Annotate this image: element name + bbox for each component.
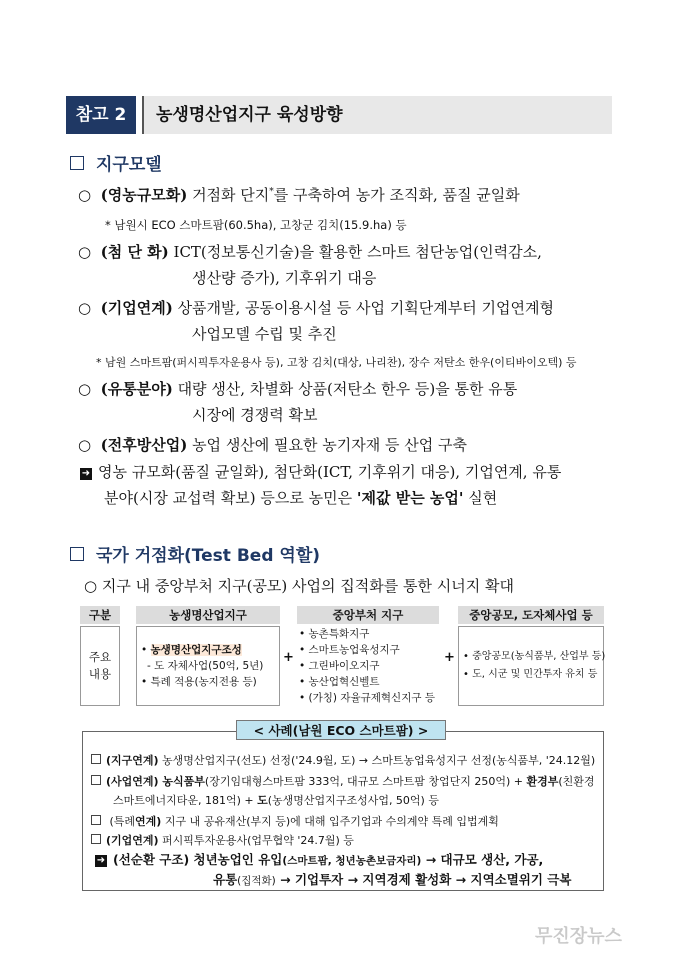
list-item: • 도, 시군 및 민간투자 유치 등 bbox=[463, 669, 598, 680]
list-item-text: 중앙공모(농식품부, 산업부 등) bbox=[472, 651, 606, 662]
item-key: (기업연계) bbox=[100, 299, 173, 317]
item-business-link-cont: 사업모델 수립 및 추진 bbox=[192, 325, 337, 343]
item-distribution-cont: 시장에 경쟁력 확보 bbox=[192, 406, 318, 424]
case-line bbox=[91, 832, 354, 848]
watermark-logo: 무진장뉴스 bbox=[535, 926, 622, 947]
case-title: < 사례(남원 ECO 스마트팜) > bbox=[236, 720, 446, 740]
arrow-right-icon: ➜ bbox=[81, 468, 91, 479]
list-item: • 농촌특화지구 bbox=[299, 628, 370, 640]
square-bullet-icon bbox=[70, 547, 84, 561]
list-item-text: 도, 시군 및 민간투자 유치 등 bbox=[472, 669, 598, 680]
list-item: • 스마트농업육성지구 bbox=[299, 644, 400, 656]
list-item-text: 스마트농업육성지구 bbox=[308, 644, 400, 656]
case-key: (기업연계) bbox=[106, 834, 159, 847]
case-bold: 환경부 bbox=[526, 775, 559, 788]
item-text: 거점화 단지 bbox=[187, 186, 270, 204]
case-line bbox=[91, 813, 499, 829]
reference-header bbox=[66, 96, 612, 134]
square-bullet-icon bbox=[70, 156, 84, 170]
table-header-public-offering: 중앙공모, 도자체사업 등 bbox=[458, 606, 604, 624]
case-key: (지구연계) bbox=[106, 754, 159, 767]
section2-title: 국가 거점화(Test Bed 역할) bbox=[96, 546, 321, 566]
circle-bullet-icon: ○ bbox=[78, 299, 92, 317]
item-text: 대량 생산, 차별화 상품(저탄소 한우 등)을 통한 유통 bbox=[172, 380, 518, 398]
case-text: (친환경 bbox=[558, 775, 595, 788]
case-key: 연계) bbox=[135, 815, 162, 828]
table-cell-public-offering bbox=[458, 626, 604, 706]
case-text: (특례 bbox=[106, 815, 136, 828]
summary-text: 영농 규모화(품질 균일화), 첨단화(ICT, 기후위기 대응), 기업연계, 유통 bbox=[98, 463, 562, 481]
section2-line bbox=[84, 575, 514, 596]
list-item-text: 농촌특화지구 bbox=[308, 628, 370, 640]
case-text: (집적화) bbox=[237, 875, 276, 887]
case-line bbox=[91, 752, 595, 768]
item-high-tech bbox=[78, 241, 542, 262]
case-text: (장기임대형스마트팜 333억, 대규모 스마트팜 창업단지 250억) + bbox=[204, 775, 527, 788]
table-cell-industrial-zone bbox=[136, 626, 280, 706]
table-header-category: 구분 bbox=[80, 606, 120, 624]
reference-tag: 참고 2 bbox=[66, 96, 136, 134]
case-bold: 유통 bbox=[213, 872, 238, 887]
checkbox-icon bbox=[91, 775, 101, 785]
table-row-label bbox=[80, 626, 120, 706]
section2-heading bbox=[70, 541, 320, 566]
item-text: 를 구축하여 농가 조직화, 품질 균일화 bbox=[273, 186, 520, 204]
case-bold: 도 bbox=[257, 794, 268, 807]
summary-line-1 bbox=[80, 461, 561, 482]
list-item: • 중앙공모(농식품부, 산업부 등) bbox=[463, 651, 606, 662]
table-header-ministry-zone: 중앙부처 지구 bbox=[297, 606, 439, 624]
item-key: (전후방산업) bbox=[100, 436, 188, 454]
item-farm-scale bbox=[78, 184, 520, 205]
footnote-mark: * bbox=[269, 187, 274, 197]
item-forward-backward bbox=[78, 434, 467, 455]
case-key: (사업연계) bbox=[106, 775, 159, 788]
circle-bullet-icon: ○ bbox=[78, 186, 92, 204]
case-text: (농생명산업지구조성사업, 50억) 등 bbox=[267, 794, 439, 807]
case-text: 지구 내 공유재산(부지 등)에 대해 입주기업과 수의계약 특례 입법계획 bbox=[161, 815, 499, 828]
section1-title: 지구모델 bbox=[96, 155, 162, 175]
list-item: • 농생명산업지구조성 bbox=[141, 644, 242, 656]
arrow-right-icon: ➜ bbox=[96, 855, 106, 866]
circle-bullet-icon: ○ bbox=[78, 436, 92, 454]
list-item: • 그린바이오지구 bbox=[299, 660, 380, 672]
table-header-industrial-zone: 농생명산업지구 bbox=[136, 606, 280, 624]
note-2: * 남원 스마트팜(퍼시픽투자운용사 등), 고창 김치(대상, 나리찬), 장수 저탄소 한우(이티바이오텍) 등 bbox=[96, 356, 577, 369]
item-key: (유통분야) bbox=[100, 380, 173, 398]
case-bold: → 기업투자 → 지역경제 활성화 → 지역소멸위기 극복 bbox=[275, 872, 572, 887]
case-text: 퍼시픽투자운용사(업무협약 '24.7월) 등 bbox=[158, 834, 354, 847]
list-item-highlight: 농생명산업지구조성 bbox=[150, 644, 242, 656]
summary-text: 실현 bbox=[463, 489, 498, 507]
circle-bullet-icon: ○ bbox=[78, 243, 92, 261]
item-text: ICT(정보통신기술)을 활용한 스마트 첨단농업(인력감소, bbox=[168, 243, 542, 261]
list-item-text: (가칭) 자율규제혁신지구 등 bbox=[308, 692, 435, 704]
section1-heading bbox=[70, 150, 162, 175]
list-item-text: 그린바이오지구 bbox=[308, 660, 380, 672]
list-item: • 특례 적용(농지전용 등) bbox=[141, 676, 257, 688]
circle-bullet-icon: ○ bbox=[84, 577, 98, 595]
note-1: * 남원시 ECO 스마트팜(60.5ha), 고창군 김치(15.9.ha) 등 bbox=[105, 218, 407, 232]
summary-line-2 bbox=[104, 487, 497, 508]
item-text: 상품개발, 공동이용시설 등 사업 기획단계부터 기업연계형 bbox=[172, 299, 554, 317]
checkbox-icon bbox=[91, 834, 101, 844]
table-cell-ministry-zone bbox=[297, 626, 439, 706]
list-item-text: 특례 적용(농지전용 등) bbox=[150, 676, 257, 688]
list-item: • (가칭) 자율규제혁신지구 등 bbox=[299, 692, 435, 704]
case-final-line-1 bbox=[95, 850, 543, 868]
item-key: (영농규모화) bbox=[100, 186, 188, 204]
summary-emphasis: '제값 받는 농업' bbox=[356, 489, 464, 507]
section2-text: 지구 내 중앙부처 지구(공모) 사업의 집적화를 통한 시너지 확대 bbox=[101, 577, 514, 595]
item-distribution bbox=[78, 378, 517, 399]
row-label-text: 내용 bbox=[88, 667, 112, 681]
case-text: 농생명산업지구(선도) 선정('24.9월, 도) → 스마트농업육성지구 선정(농식품부, '24.12월) bbox=[158, 754, 596, 767]
case-box bbox=[82, 731, 604, 891]
summary-text: 분야(시장 교섭력 확보) 등으로 농민은 bbox=[104, 489, 357, 507]
plus-sign: + bbox=[283, 650, 294, 665]
list-item: - 도 자체사업(50억, 5년) bbox=[147, 660, 264, 672]
checkbox-icon bbox=[91, 815, 101, 825]
list-item: • 농산업혁신벨트 bbox=[299, 676, 380, 688]
case-line bbox=[91, 773, 595, 789]
case-final-line-2 bbox=[213, 870, 571, 888]
item-business-link bbox=[78, 297, 554, 318]
case-bold: 농식품부 bbox=[158, 775, 205, 788]
circle-bullet-icon: ○ bbox=[78, 380, 92, 398]
item-key: (첨 단 화) bbox=[100, 243, 169, 261]
case-bold: → 대규모 생산, 가공, bbox=[421, 852, 544, 867]
case-bold: (스마트팜, 청년농촌보금자리) bbox=[282, 855, 422, 867]
row-label-text: 주요 bbox=[88, 650, 112, 664]
case-bold: (선순환 구조) 청년농업인 유입 bbox=[113, 852, 283, 867]
list-item-text: 농산업혁신벨트 bbox=[308, 676, 380, 688]
reference-title: 농생명산업지구 육성방향 bbox=[142, 96, 612, 134]
case-text: 스마트에너지타운, 181억) + bbox=[113, 794, 258, 807]
item-text: 농업 생산에 필요한 농기자재 등 산업 구축 bbox=[187, 436, 468, 454]
plus-sign: + bbox=[444, 650, 455, 665]
checkbox-icon bbox=[91, 754, 101, 764]
case-line bbox=[113, 792, 439, 808]
item-high-tech-cont: 생산량 증가), 기후위기 대응 bbox=[192, 269, 377, 287]
